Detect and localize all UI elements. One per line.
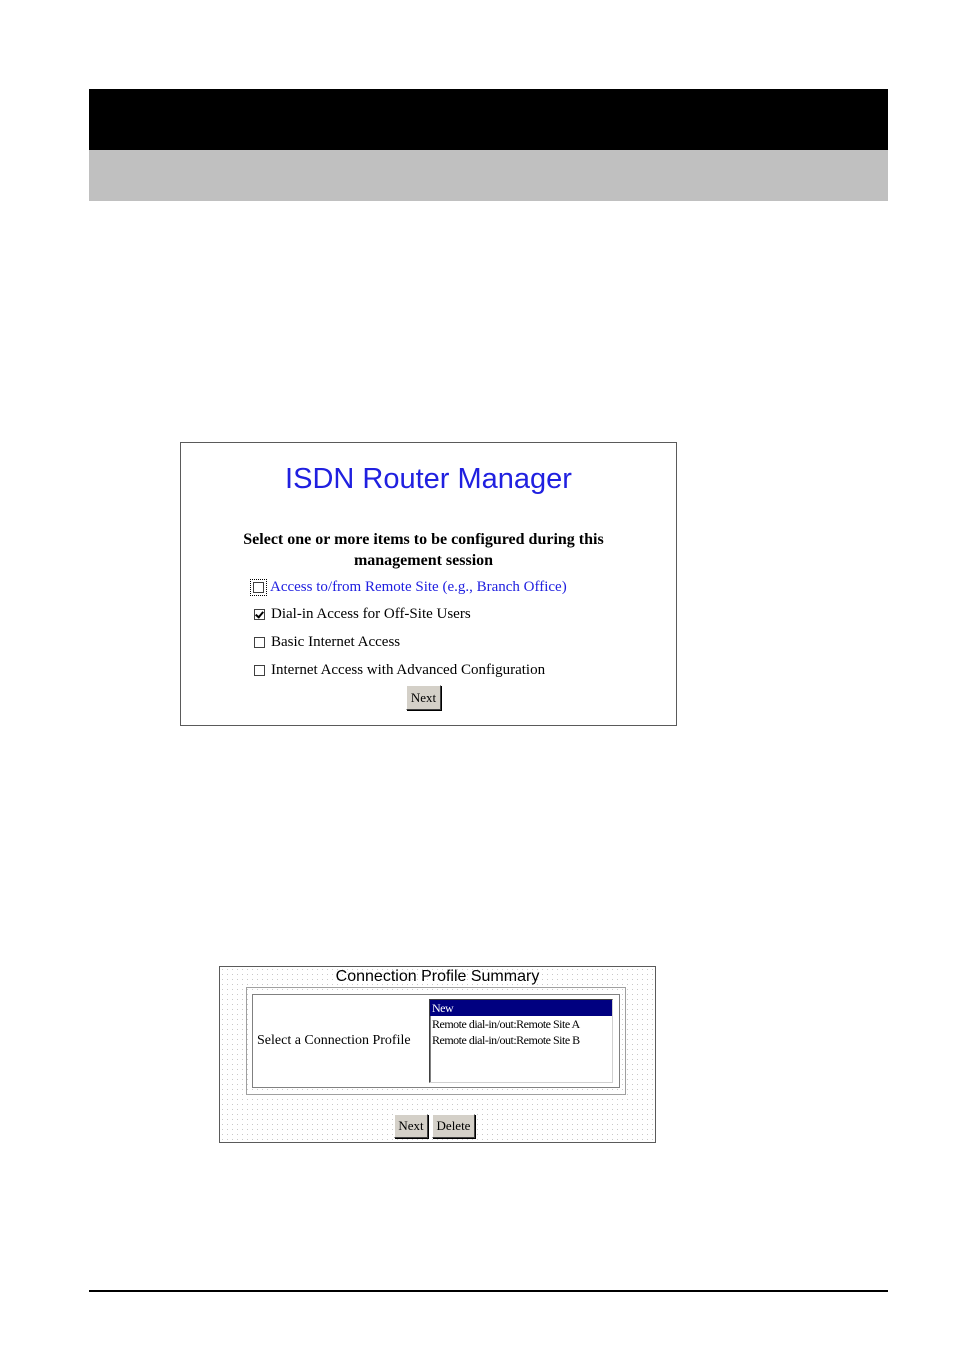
- next-button[interactable]: Next: [394, 1114, 428, 1138]
- option-internet-advanced[interactable]: [254, 660, 545, 680]
- option-label: Basic Internet Access: [271, 633, 401, 650]
- next-button[interactable]: Next: [406, 685, 441, 710]
- checkbox-basic-internet[interactable]: [254, 637, 265, 648]
- profile-list-item[interactable]: Remote dial-in/out:Remote Site B: [432, 1033, 580, 1047]
- checkbox-dial-in-access[interactable]: [254, 609, 265, 620]
- select-profile-label: Select a Connection Profile: [257, 1033, 411, 1048]
- isdn-router-manager-title: ISDN Router Manager: [285, 463, 572, 495]
- profile-listbox[interactable]: [429, 999, 613, 1083]
- footer-rule: [89, 1290, 888, 1292]
- focus-rect: [250, 579, 267, 596]
- option-dial-in-access[interactable]: [254, 604, 471, 624]
- option-label[interactable]: Access to/from Remote Site (e.g., Branch Office): [270, 578, 567, 595]
- option-basic-internet[interactable]: [254, 632, 400, 652]
- option-remote-site[interactable]: [254, 577, 567, 597]
- connection-profile-summary-screenshot: [219, 966, 656, 1143]
- isdn-router-manager-screenshot: [180, 442, 677, 726]
- option-label: Dial-in Access for Off-Site Users: [271, 605, 471, 622]
- subheader-bar: [89, 150, 888, 201]
- delete-button[interactable]: Delete: [432, 1114, 475, 1138]
- configuration-prompt: Select one or more items to be configured during this management session: [243, 531, 604, 569]
- option-label: Internet Access with Advanced Configuration: [271, 661, 546, 678]
- profile-list-item[interactable]: Remote dial-in/out:Remote Site A: [432, 1017, 580, 1031]
- profile-frame: [252, 994, 620, 1088]
- profile-list-item[interactable]: New: [430, 1000, 612, 1016]
- checkbox-remote-site[interactable]: [253, 582, 264, 593]
- header-bar: [89, 89, 888, 150]
- connection-profile-summary-title: Connection Profile Summary: [335, 968, 540, 985]
- checkbox-internet-advanced[interactable]: [254, 665, 265, 676]
